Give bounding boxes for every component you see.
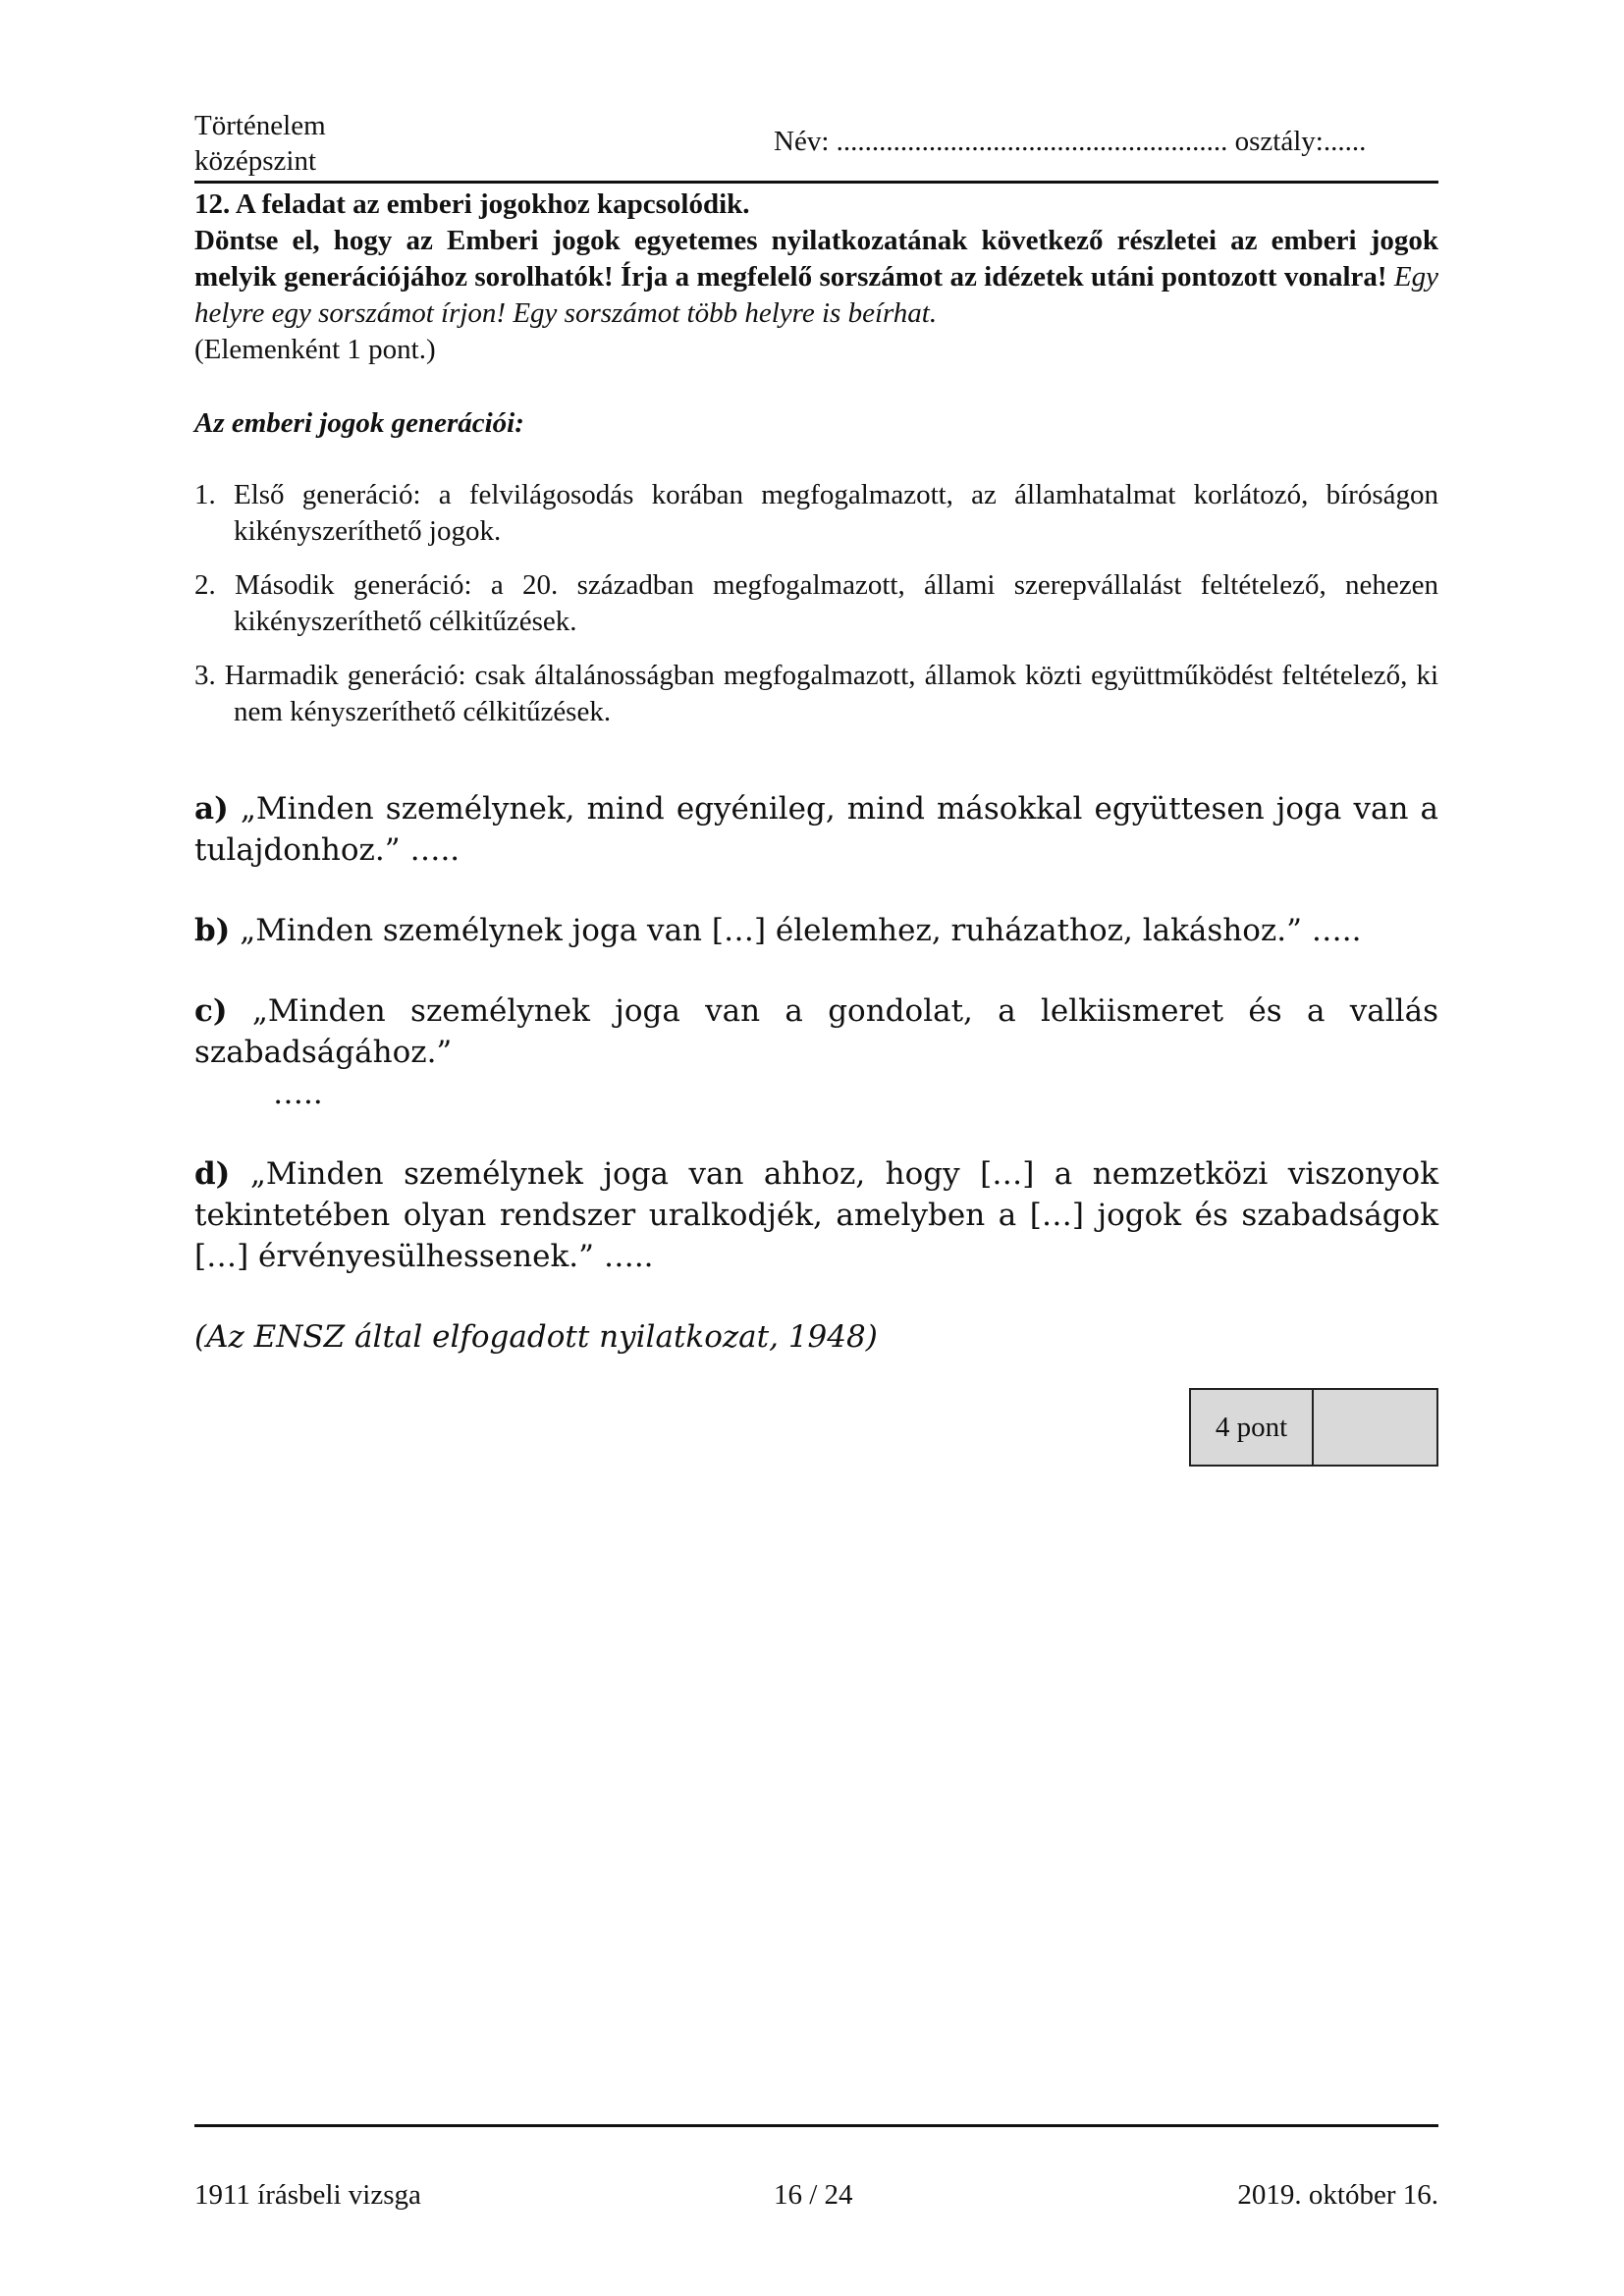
task-content — [194, 187, 1438, 1358]
exam-code: 1911 írásbeli vizsga — [194, 2179, 421, 2211]
header-subject-block — [194, 108, 326, 179]
header-subject: Történelem — [194, 110, 326, 141]
name-class-field[interactable]: Név: ....................................................... osztály:...... — [774, 126, 1367, 157]
quote-letter: c) — [194, 993, 228, 1029]
exam-page — [194, 0, 1438, 2296]
quote-letter: a) — [194, 791, 229, 827]
page-footer — [194, 2177, 1438, 2216]
generations-list — [194, 477, 1438, 730]
quote-c — [194, 990, 1438, 1114]
generation-item-1: 1. Első generáció: a felvilágosodás korában megfogalmazott, az államhatalmat korlátozó, bíróságon kikényszeríthető jogok. — [194, 479, 1438, 547]
footer-divider — [194, 2124, 1438, 2127]
quote-text: „Minden személynek joga van a gondolat, a lelkiismeret és a vallás szabadságához.” — [194, 993, 1438, 1070]
quote-letter: b) — [194, 913, 231, 948]
generations-heading: Az emberi jogok generációi: — [194, 407, 524, 439]
page-number: 16 / 24 — [774, 2179, 853, 2211]
quote-letter: d) — [194, 1156, 231, 1192]
header-level: középszint — [194, 145, 317, 177]
quote-text: „Minden személynek joga van […] élelemhez, ruházathoz, lakáshoz.” — [240, 913, 1302, 948]
task-instruction — [194, 223, 1438, 332]
answer-blank-a[interactable]: ….. — [409, 832, 460, 868]
quote-text: „Minden személynek, mind egyénileg, mind másokkal együttesen joga van a tulajdonhoz.” — [194, 791, 1439, 868]
page-header — [194, 108, 1438, 183]
points-note: (Elemenként 1 pont.) — [194, 334, 436, 365]
score-box — [1189, 1388, 1438, 1467]
task-instruction-bold: Döntse el, hogy az Emberi jogok egyetemes nyilatkozatának következő részletei az emberi jogok melyik generációjához sorolhatók! Írja a megfelelő sorszámot az idézetek utáni pontozott vonalra! — [194, 225, 1438, 293]
header-divider — [194, 181, 1438, 184]
exam-date: 2019. október 16. — [1237, 2179, 1438, 2211]
answer-blank-c[interactable]: ….. — [273, 1076, 323, 1111]
quotes-list — [194, 788, 1438, 1277]
generation-item-3: 3. Harmadik generáció: csak általánosságban megfogalmazott, államok közti együttműködést feltételező, ki nem kényszeríthető célkitűzések. — [194, 660, 1438, 727]
quote-a — [194, 788, 1438, 871]
quote-source: (Az ENSZ által elfogadott nyilatkozat, 1948) — [194, 1319, 878, 1355]
task-instruction-italic: Egy helyre egy sorszámot írjon! Egy sorszámot több helyre is beírhat. — [194, 261, 1439, 329]
score-label: 4 pont — [1191, 1390, 1314, 1465]
quote-d — [194, 1153, 1438, 1277]
task-title: 12. A feladat az emberi jogokhoz kapcsolódik. — [194, 188, 750, 220]
answer-blank-b[interactable]: ….. — [1311, 913, 1362, 948]
generation-item-2: 2. Második generáció: a 20. században megfogalmazott, állami szerepvállalást feltételező, nehezen kikényszeríthető célkitűzések. — [194, 569, 1438, 637]
quote-text: „Minden személynek joga van ahhoz, hogy […] a nemzetközi viszonyok tekintetében olyan rendszer uralkodjék, amelyben a […] jogok és szabadságok […] érvényesülhessenek.” — [194, 1156, 1438, 1274]
answer-blank-d[interactable]: ….. — [603, 1239, 654, 1274]
quote-b — [194, 910, 1438, 951]
score-entry-cell[interactable] — [1314, 1390, 1436, 1465]
